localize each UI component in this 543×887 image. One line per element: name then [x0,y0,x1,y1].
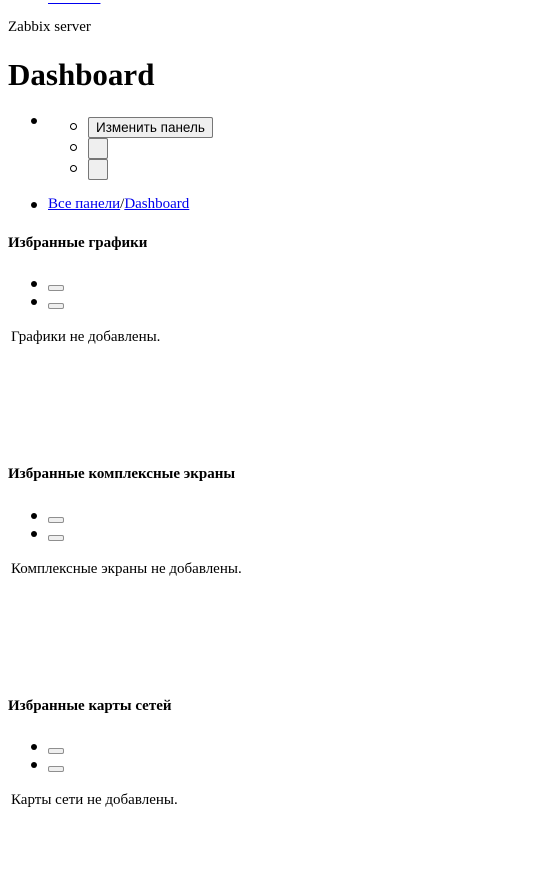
list-circle [70,123,77,130]
list-bullet [31,281,37,287]
favourite-maps-title: Избранные карты сетей [8,698,172,714]
list-bullet [31,299,37,305]
favourite-maps-empty-message: Карты сети не добавлены. [11,792,178,808]
edit-dashboard-button[interactable]: Изменить панель [88,117,213,138]
list-bullet [31,531,37,537]
breadcrumb [48,196,189,213]
favourite-graphs-menu-button[interactable] [48,285,64,291]
favourite-maps-menu-button[interactable] [48,748,64,754]
favourite-screens-collapse-button[interactable] [48,535,64,541]
breadcrumb-current-dashboard-link[interactable]: Dashboard [124,196,190,212]
list-bullet [31,118,37,124]
favourite-graphs-collapse-button[interactable] [48,303,64,309]
favourite-graphs-empty-message: Графики не добавлены. [11,329,161,345]
list-bullet [31,202,37,208]
list-bullet [31,744,37,750]
server-name: Zabbix server [8,19,91,35]
page-title: Dashboard [8,57,155,92]
favourite-screens-menu-button[interactable] [48,517,64,523]
list-bullet [31,762,37,768]
top-clipped-link[interactable] [48,0,100,6]
dashboard-action-button[interactable] [88,159,108,180]
favourite-screens-empty-message: Комплексные экраны не добавлены. [11,561,242,577]
favourite-maps-collapse-button[interactable] [48,766,64,772]
list-circle [70,165,77,172]
breadcrumb-separator: / [120,196,125,212]
breadcrumb-all-dashboards-link[interactable]: Все панели [48,196,121,212]
dashboard-action-button[interactable] [88,138,108,159]
list-circle [70,144,77,151]
favourite-graphs-title: Избранные графики [8,235,148,251]
list-bullet [31,513,37,519]
favourite-screens-title: Избранные комплексные экраны [8,466,236,482]
